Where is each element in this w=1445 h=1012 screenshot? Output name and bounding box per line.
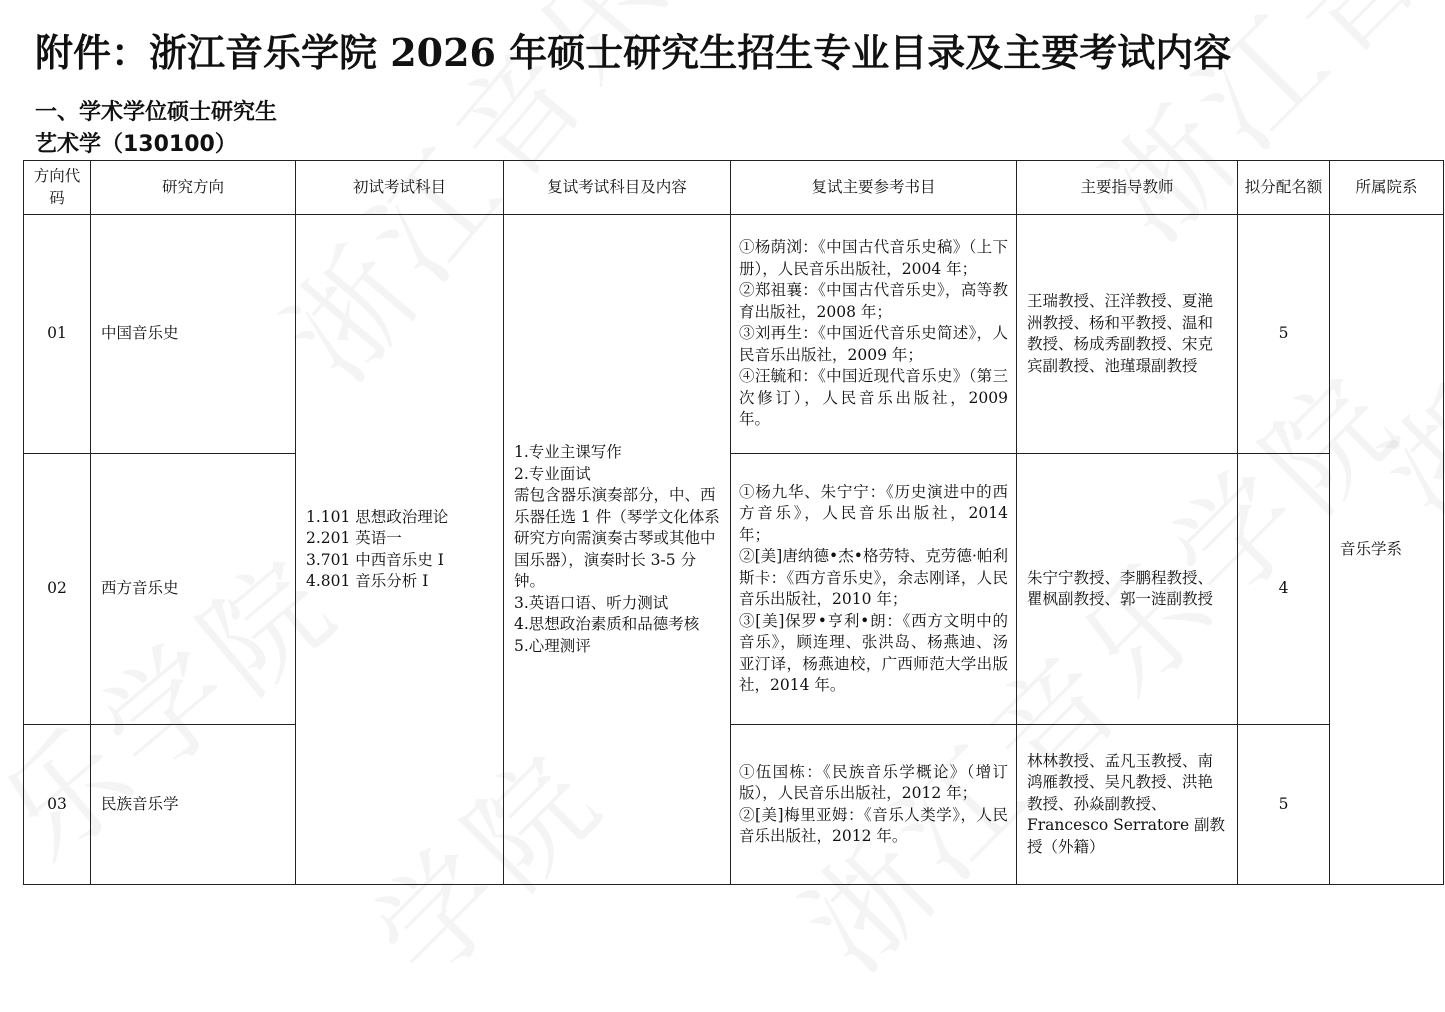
header-advisors: 主要指导教师 [1017,161,1238,215]
quota: 5 [1238,215,1330,454]
advisors: 朱宁宁教授、李鹏程教授、瞿枫副教授、郭一涟副教授 [1017,454,1238,725]
direction-code: 02 [24,454,91,725]
table-row [24,454,1444,725]
header-department: 所属院系 [1330,161,1444,215]
section-heading: 一、学术学位硕士研究生 [35,100,278,125]
direction-code: 01 [24,215,91,454]
department: 音乐学系 [1330,215,1444,885]
document-title: 附件：浙江音乐学院 2026 年硕士研究生招生专业目录及主要考试内容 [35,30,1232,75]
table-row [24,725,1444,885]
table-header-row [24,161,1444,215]
header-retest-content: 复试考试科目及内容 [504,161,731,215]
subject-heading: 艺术学（130100） [35,132,237,157]
advisors: 林林教授、孟凡玉教授、南鸿雁教授、吴凡教授、洪艳教授、孙焱副教授、Francesco Serratore 副教授（外籍） [1017,725,1238,885]
direction-code: 03 [24,725,91,885]
initial-exam-subjects: 1.101 思想政治理论 2.201 英语一 3.701 中西音乐史 I 4.801 音乐分析 I [296,215,504,885]
direction-name: 中国音乐史 [91,215,296,454]
reference-books: ①杨荫浏：《中国古代音乐史稿》（上下册），人民音乐出版社，2004 年； ②郑祖襄：《中国古代音乐史》，高等教育出版社，2008 年； ③刘再生：《中国近代音乐史简述》，人民音乐出版社，2009 年； ④汪毓和：《中国近现代音乐史》（第三次修订），人民音乐出版社，2009 年。 [731,215,1017,454]
quota: 4 [1238,454,1330,725]
table-row [24,215,1444,454]
reference-books: ①杨九华、朱宁宁：《历史演进中的西方音乐》，人民音乐出版社，2014 年； ②[美]唐纳德•杰•格劳特、克劳德·帕利斯卡：《西方音乐史》，余志刚译，人民音乐出版社，2010 年； ③[美]保罗•亨利•朗：《西方文明中的音乐》，顾连理、张洪岛、杨燕迪、汤亚汀译，杨燕迪校，广西师范大学出版社，2014 年。 [731,454,1017,725]
retest-content: 1.专业主课写作 2.专业面试 需包含器乐演奏部分，中、西乐器任选 1 件（琴学文化体系研究方向需演奏古琴或其他中国乐器），演奏时长 3-5 分钟。 3.英语口语、听力测试 4.思想政治素质和品德考核 5.心理测评 [504,215,731,885]
header-initial-exam: 初试考试科目 [296,161,504,215]
direction-name: 民族音乐学 [91,725,296,885]
header-code: 方向代码 [24,161,91,215]
direction-name: 西方音乐史 [91,454,296,725]
header-quota: 拟分配名额 [1238,161,1330,215]
header-references: 复试主要参考书目 [731,161,1017,215]
quota: 5 [1238,725,1330,885]
program-table [23,160,1444,885]
reference-books: ①伍国栋：《民族音乐学概论》（增订版），人民音乐出版社，2012 年； ②[美]梅里亚姆：《音乐人类学》，人民音乐出版社，2012 年。 [731,725,1017,885]
header-direction: 研究方向 [91,161,296,215]
advisors: 王瑞教授、汪洋教授、夏滟洲教授、杨和平教授、温和教授、杨成秀副教授、宋克宾副教授、池瑾璟副教授 [1017,215,1238,454]
